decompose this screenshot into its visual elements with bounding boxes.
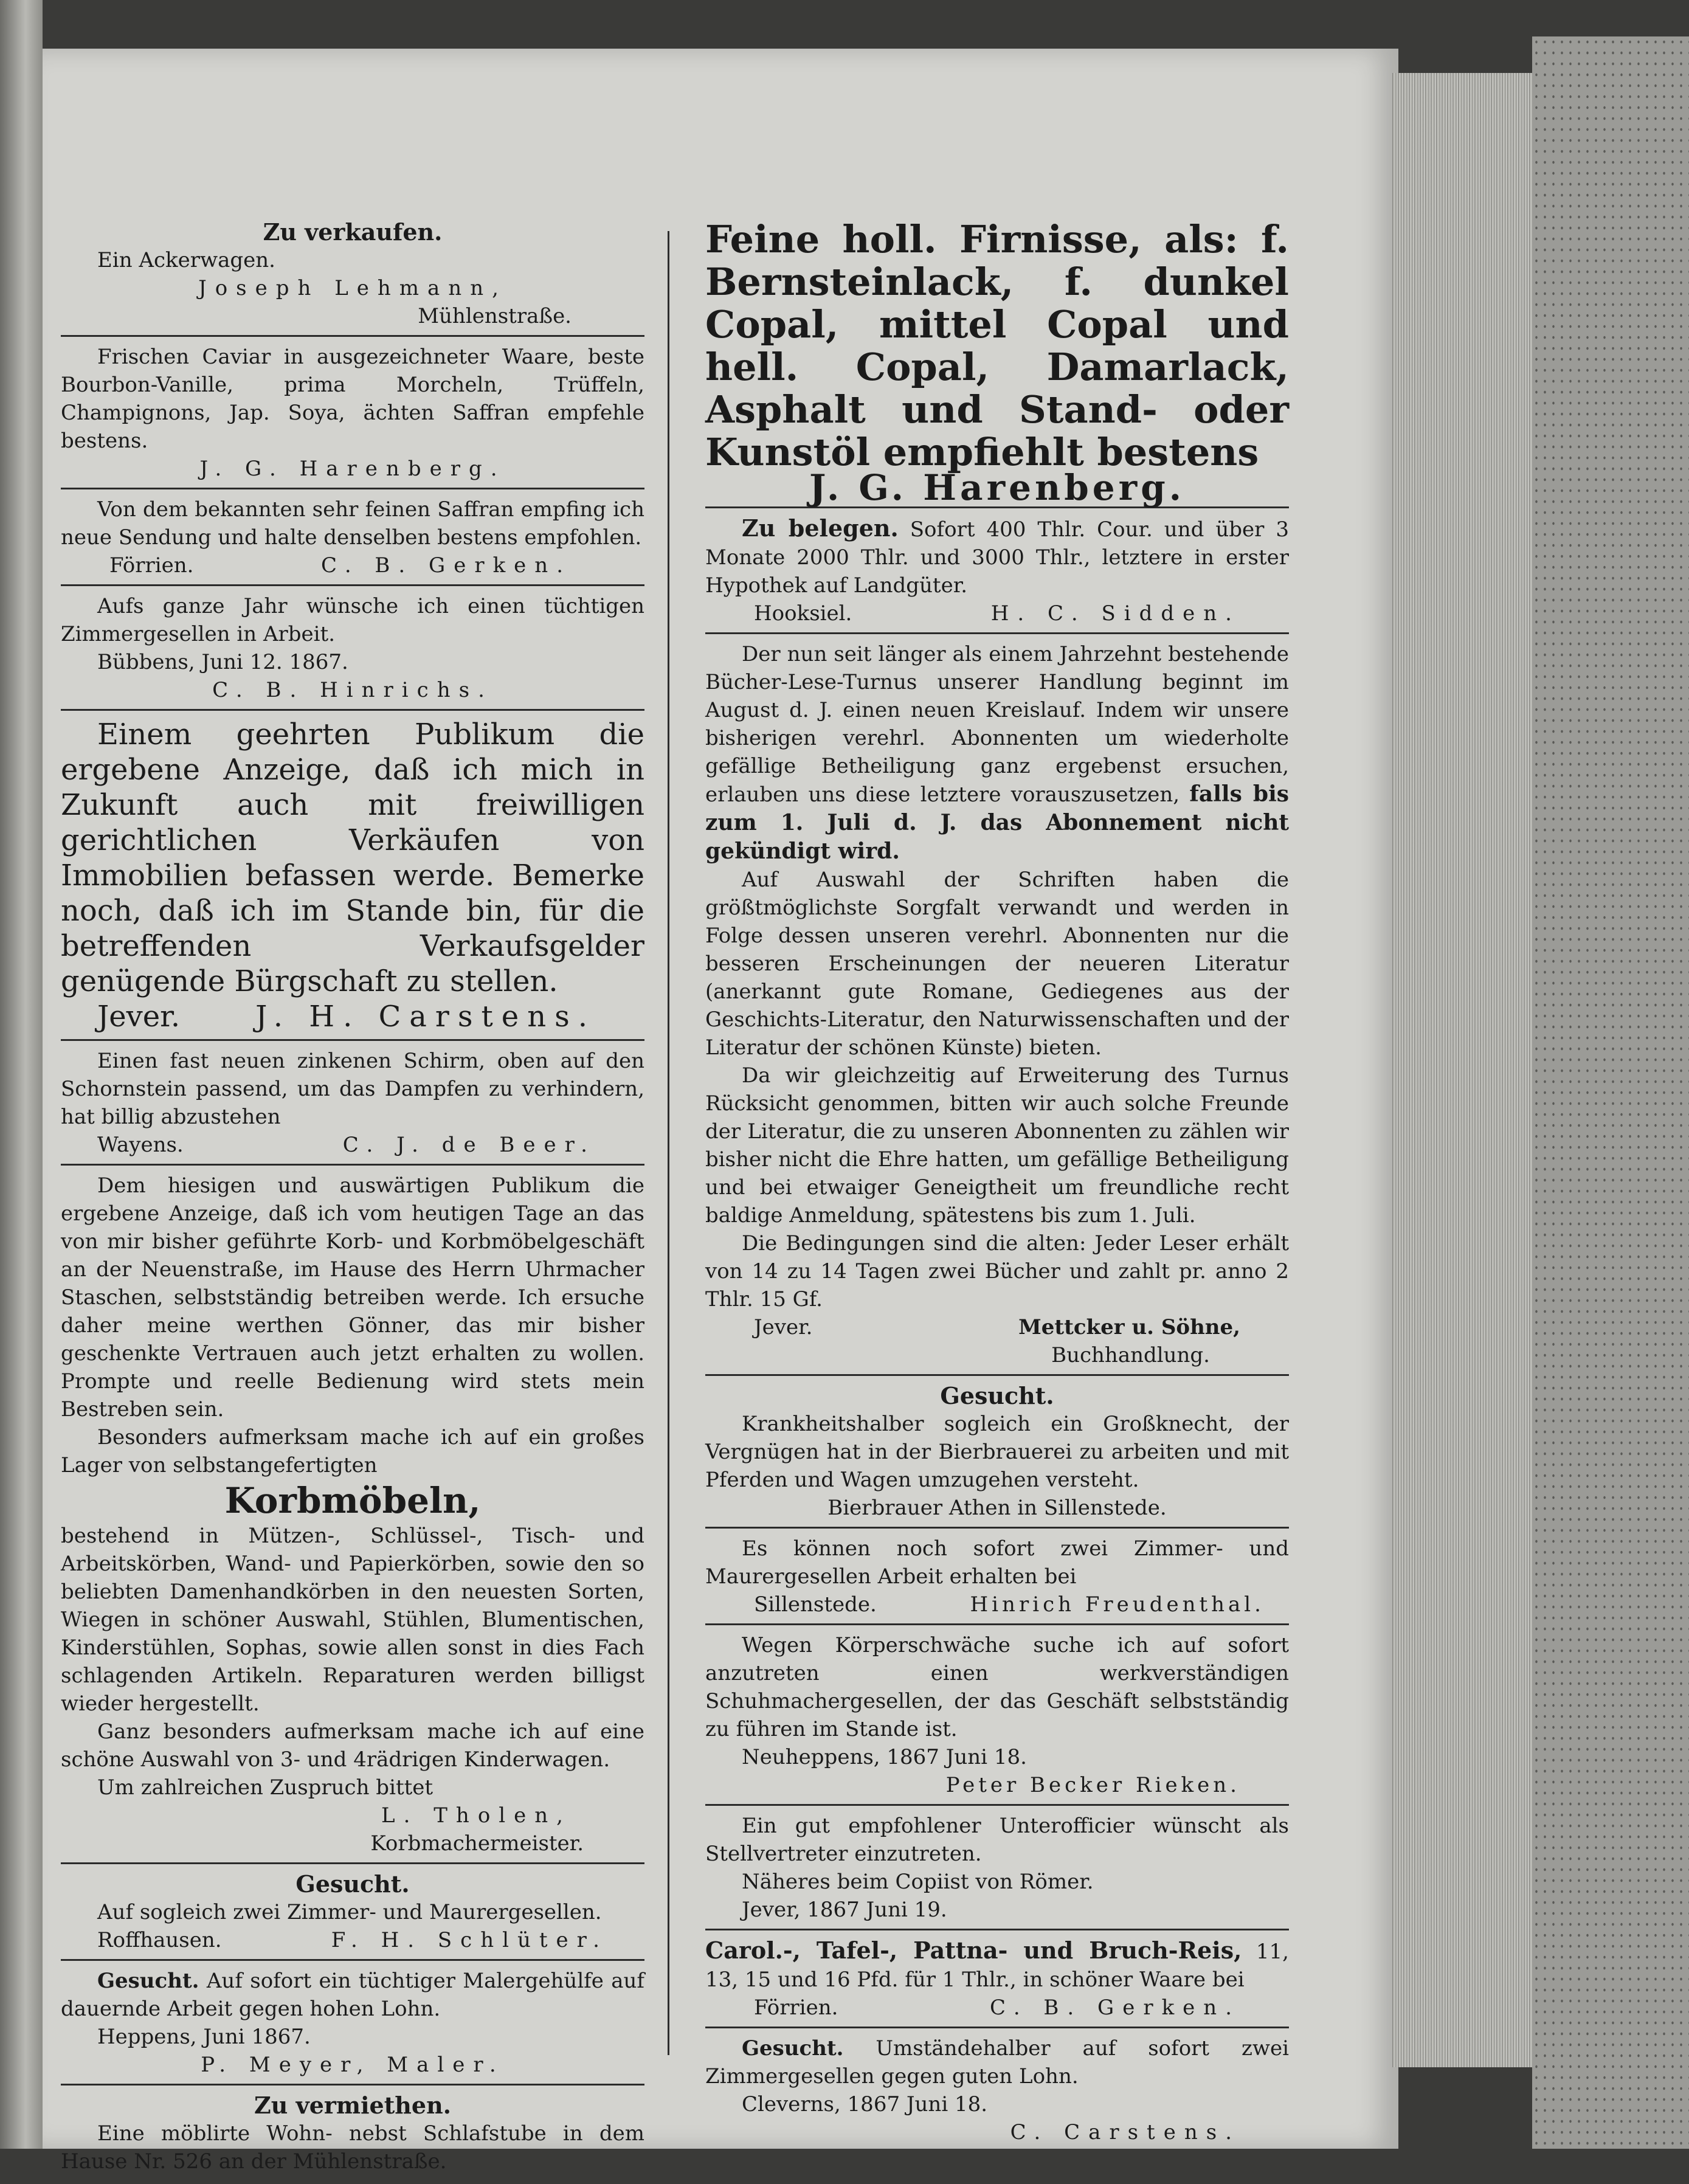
ad-signature: C. Carstens. <box>1010 2120 1240 2144</box>
ad-signature: C. B. Gerken. <box>321 553 572 578</box>
ad-heading: Gesucht. <box>742 2036 844 2061</box>
ad-signature: P. Meyer, Maler. <box>201 2053 505 2077</box>
ad-zu-vermiethen <box>61 2089 644 2180</box>
ad-signature: C. B. Hinrichs. <box>212 678 493 702</box>
ad-place: Jever. <box>754 1315 813 1339</box>
ad-big-heading: Korbmöbeln, <box>224 1480 481 1521</box>
ad-signature: L. Tholen, <box>381 1803 572 1828</box>
ad-date: Jever, 1867 Juni 19. <box>742 1898 947 1922</box>
ad-text: Sofort 400 Thlr. Cour. und über 3 Monate 2000 Thlr. und 3000 Thlr., letztere in erster Hypothek auf Landgüter. <box>705 517 1290 598</box>
ad-text: Auf sofort ein tüchtiger Malergehülfe auf dauernde Arbeit gegen hohen Lohn. <box>61 1969 645 2021</box>
ad-text: Wegen Körperschwäche suche ich auf sofort anzutreten einen werkverständigen Schuhmachergesellen, der das Geschäft selbstständig zu führen im Stande ist. <box>705 1633 1289 1741</box>
ad-date: Cleverns, 1867 Juni 18. <box>742 2092 988 2117</box>
ad-signature: Bierbrauer Athen in Sillenstede. <box>827 1496 1167 1520</box>
ad-place: Roffhausen. <box>97 1928 222 1952</box>
ad-place: Förrien. <box>109 553 194 578</box>
ad-zimmergeselle <box>61 590 644 711</box>
ad-gesucht-maler <box>61 1965 644 2086</box>
ad-text: Ganz besonders aufmerksam mache ich auf eine schöne Auswahl von 3- und 4rädrigen Kinderwagen. <box>61 1719 644 1772</box>
ad-date: Heppens, Juni 1867. <box>97 2025 311 2049</box>
ad-text: Es können noch sofort zwei Zimmer- und Maurergesellen Arbeit erhalten bei <box>705 1536 1289 1589</box>
ad-maurergesellen <box>705 1532 1289 1625</box>
ad-signature: J. G. Harenberg. <box>809 467 1185 508</box>
ad-signature: Mettcker u. Söhne, <box>1018 1315 1240 1339</box>
ad-place: Förrien. <box>754 1996 838 2020</box>
ad-zu-belegen <box>705 512 1289 634</box>
ad-caviar <box>61 340 644 489</box>
ad-signature: C. J. de Beer. <box>342 1133 596 1157</box>
ad-title: Buchhandlung. <box>1051 1343 1210 1367</box>
ad-signature: J. G. Harenberg. <box>199 457 506 481</box>
ad-gesucht-zimmergesellen <box>705 2032 1289 2151</box>
ad-signature: C. B. Gerken. <box>990 1996 1240 2020</box>
ad-text: Auf Auswahl der Schriften haben die größtmöglichste Sorgfalt verwandt und werden in Folge dessen unseren verehrl. Abonnenten nur die besseren Erscheinungen der neueren Literatur (anerkannt gute Romane, Gediegenes aus der Geschichts-Literatur, den Naturwissenschaften und der Literatur der schönen Künste) bieten. <box>705 868 1289 1060</box>
ad-text: bestehend in Mützen-, Schlüssel-, Tisch- und Arbeitskörben, Wand- und Papierkörben, sowie den so beliebten Damenhandkörben in den neuesten Sorten, Wiegen in schöner Auswahl, Stühlen, Blumentischen, Kinderstühlen, Sophas, sowie allen sonst in dies Fach schlagenden Artikeln. Reparaturen werden billigst wieder hergestellt. <box>61 1524 644 1716</box>
ad-text: Die Bedingungen sind die alten: Jeder Leser erhält von 14 zu 14 Tagen zwei Bücher und zahlt pr. anno 2 Thlr. 15 Gf. <box>705 1231 1289 1311</box>
ad-text: Ein gut empfohlener Unterofficier wünscht als Stellvertreter einzutreten. <box>705 1814 1289 1866</box>
ad-signature: J. H. Carstens. <box>255 1000 596 1034</box>
left-column <box>61 216 644 2184</box>
previous-page-edge <box>0 0 43 2149</box>
right-column <box>705 216 1289 2155</box>
ad-heading: Gesucht. <box>295 1870 410 1898</box>
ad-date: Neuheppens, 1867 Juni 18. <box>742 1745 1027 1769</box>
ad-text: Da wir gleichzeitig auf Erweiterung des Turnus Rücksicht genommen, bitten wir auch solche Freunde der Literatur, die zu unseren Abonnenten zu zählen wir bisher nicht die Ehre hatten, um gefällige Betheiligung und bei etwaiger Geneigtheit um freundliche recht baldige Anmeldung, spätestens bis zum 1. Juli. <box>705 1063 1289 1228</box>
ad-date: Bübbens, Juni 12. 1867. <box>97 650 348 674</box>
ad-text: Feine holl. Firnisse, als: f. Bernsteinlack, f. dunkel Copal, mittel Copal und hell. Copal, Damarlack, Asphalt und Stand- oder Kunstöl empfiehlt bestens <box>705 217 1289 474</box>
ad-text: 11, 13, 15 und 16 Pfd. für 1 Thlr., in schöner Waare bei <box>705 1940 1289 1992</box>
ad-reis <box>705 1934 1289 2028</box>
ad-unterofficier <box>705 1809 1289 1930</box>
ad-signature: Hinrich Freudenthal. <box>970 1592 1265 1617</box>
ad-place: Mühlenstraße. <box>418 304 572 328</box>
ad-place: Sillenstede. <box>754 1592 877 1617</box>
ad-text: Um zahlreichen Zuspruch bittet <box>97 1775 433 1800</box>
ad-heading: Zu verkaufen. <box>263 218 443 246</box>
ad-text: Eine möblirte Wohn- nebst Schlafstube in dem Hause Nr. 526 an der Mühlenstraße. <box>61 2121 644 2174</box>
ad-text: Frischen Caviar in ausgezeichneter Waare, beste Bourbon-Vanille, prima Morcheln, Trüffeln, Champignons, Jap. Soya, ächten Saffran empfehle bestens. <box>61 345 644 453</box>
ad-gesucht-maurer <box>61 1868 644 1961</box>
ad-signature: F. H. Schlüter. <box>331 1928 608 1952</box>
book-cover <box>1532 36 1689 2149</box>
ad-signature: Peter Becker Rieken. <box>945 1773 1240 1797</box>
ad-heading: Zu vermiethen. <box>254 2092 451 2119</box>
ad-place: Wayens. <box>97 1133 184 1157</box>
ad-text: Einen fast neuen zinkenen Schirm, oben auf den Schornstein passend, um das Dampfen zu verhindern, hat billig abzustehen <box>61 1049 644 1129</box>
ad-schuhmacher <box>705 1629 1289 1806</box>
ad-emphasis: falls bis zum 1. Juli d. J. das Abonnement nicht gekündigt wird. <box>705 781 1290 864</box>
ad-text: Umständehalber auf sofort zwei Zimmergesellen gegen guten Lohn. <box>705 2036 1289 2089</box>
ad-korbmoebel <box>61 1169 644 1864</box>
book-page-edges <box>1392 73 1532 2067</box>
ad-text: Einem geehrten Publikum die ergebene Anzeige, daß ich mich in Zukunft auch mit freiwilligen gerichtlichen Verkäufen von Immobilien befassen werde. Bemerke noch, daß ich im Stande bin, für die betreffenden Verkaufsgelder genügende Bürgschaft zu stellen. <box>61 717 644 998</box>
ad-signature: Joseph Lehmann, <box>198 276 507 300</box>
ad-text: Auf sogleich zwei Zimmer- und Maurergesellen. <box>97 1900 602 1924</box>
ad-text: Näheres beim Copiist von Römer. <box>742 1870 1094 1894</box>
ad-text: Von dem bekannten sehr feinen Saffran empfing ich neue Sendung und halte denselben bestens empfohlen. <box>61 497 644 550</box>
ad-text: Krankheitshalber sogleich ein Großknecht, der Vergnügen hat in der Bierbrauerei zu arbeiten und mit Pferden und Wagen umzugehen versteht. <box>705 1412 1289 1492</box>
ad-title: Korbmachermeister. <box>370 1831 584 1856</box>
ad-place: Jever. <box>97 1000 181 1034</box>
ad-text: Der nun seit länger als einem Jahrzehnt bestehende Bücher-Lese-Turnus unserer Handlung beginnt im August d. J. einen neuen Kreislauf. Indem wir unsere bisherigen verehrl. Abonnenten um wiederholte gefällige Betheiligung ganz ergebenst ersuchen, erlauben uns diese letztere vorauszusetzen, <box>705 642 1289 807</box>
ad-heading: Zu belegen. <box>742 514 899 542</box>
ad-signature: H. C. Sidden. <box>990 601 1240 626</box>
ad-text: Dem hiesigen und auswärtigen Publikum die ergebene Anzeige, daß ich vom heutigen Tage an das von mir bisher geführte Korb- und Korbmöbelgeschäft an der Neuenstraße, im Hause des Herrn Uhrmacher Staschen, selbstständig betreiben werde. Ich ersuche daher meine werthen Gönner, das mir bisher geschenkte Vertrauen auch jetzt erhalten zu wollen. Prompte und reelle Bedienung wird stets mein Bestreben sein. <box>61 1173 644 1422</box>
ad-firnisse <box>705 216 1289 508</box>
ad-immobilien <box>61 714 644 1041</box>
ad-text: Aufs ganze Jahr wünsche ich einen tüchtigen Zimmergesellen in Arbeit. <box>61 594 644 646</box>
ad-zu-verkaufen <box>61 216 644 337</box>
ad-heading: Gesucht. <box>940 1382 1054 1409</box>
ad-gesucht-grossknecht <box>705 1380 1289 1529</box>
ad-text: Ein Ackerwagen. <box>97 248 275 272</box>
ad-schirm <box>61 1045 644 1166</box>
ad-saffran <box>61 493 644 586</box>
ad-heading: Gesucht. <box>97 1969 199 1993</box>
ad-place: Hooksiel. <box>754 601 852 626</box>
ad-text: Besonders aufmerksam mache ich auf ein großes Lager von selbstangefertigten <box>61 1425 644 1477</box>
ad-lese-turnus <box>705 638 1289 1376</box>
column-divider <box>668 231 669 2055</box>
ad-heading: Carol.-, Tafel-, Pattna- und Bruch-Reis, <box>705 1937 1242 1964</box>
